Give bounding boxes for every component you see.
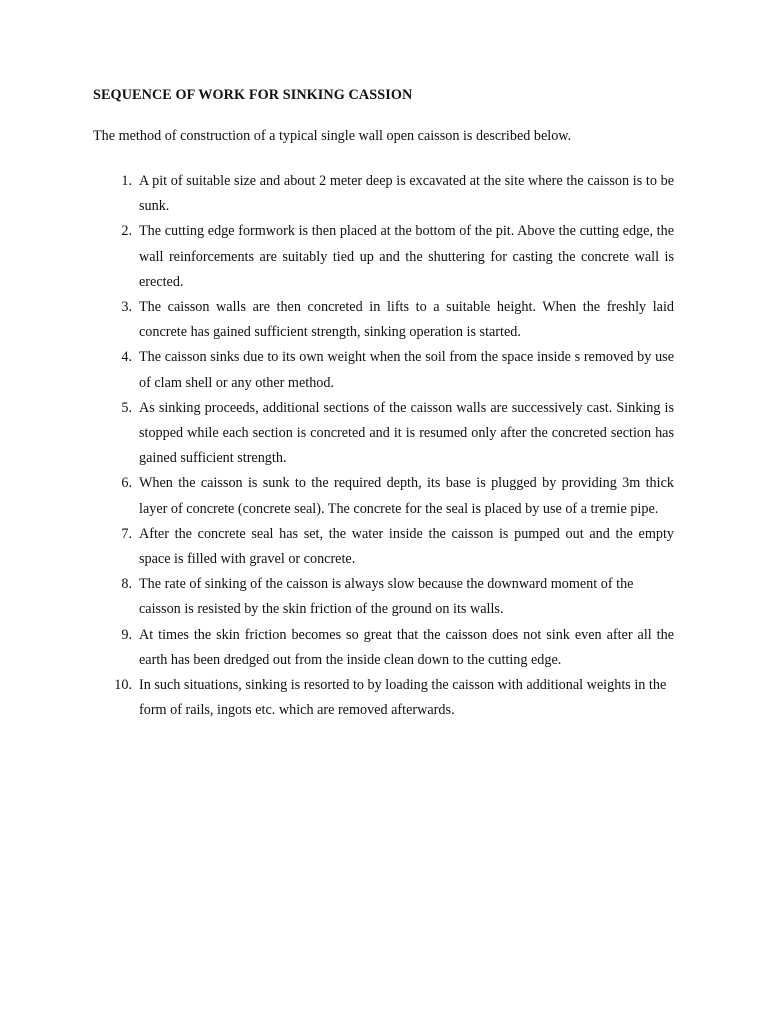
list-item	[0, 345, 768, 395]
step-number: 7.	[121, 525, 132, 542]
step-number: 1.	[121, 173, 132, 189]
list-item	[0, 572, 768, 622]
step-number: 6.	[121, 475, 132, 492]
step-text: The caisson sinks due to its own weight when the soil from the space inside s removed by use of clam shell or any other method.	[139, 349, 674, 391]
step-number: 2.	[121, 223, 132, 240]
document-title: SEQUENCE OF WORK FOR SINKING CASSION	[93, 87, 413, 103]
list-item	[0, 673, 768, 723]
list-item	[0, 623, 768, 673]
step-text: When the caisson is sunk to the required depth, its base is plugged by providing 3m thick layer of concrete (concrete seal). The concrete for the seal is placed by use of a tremie pipe.	[139, 475, 674, 517]
step-number: 4.	[121, 349, 132, 366]
list-item	[0, 169, 768, 219]
intro-paragraph: The method of construction of a typical single wall open caisson is described below.	[93, 128, 572, 144]
step-number: 5.	[121, 399, 132, 416]
step-text: In such situations, sinking is resorted to by loading the caisson with additional weights in the form of rails, ingots etc. which are removed afterwards.	[139, 677, 667, 719]
list-item	[0, 522, 768, 572]
list-item	[0, 471, 768, 521]
steps-list	[0, 169, 768, 723]
step-text: A pit of suitable size and about 2 meter deep is excavated at the site where the caisson is to be sunk.	[139, 173, 674, 215]
step-text: The rate of sinking of the caisson is always slow because the downward moment of the caisson is resisted by the skin friction of the ground on its walls.	[139, 576, 634, 618]
list-item	[0, 396, 768, 472]
step-text: At times the skin friction becomes so great that the caisson does not sink even after all the earth has been dredged out from the inside clean down to the cutting edge.	[139, 626, 674, 668]
step-number: 9.	[121, 626, 132, 643]
step-text: The caisson walls are then concreted in lifts to a suitable height. When the freshly laid concrete has gained sufficient strength, sinking operation is started.	[139, 299, 674, 341]
list-item	[0, 295, 768, 345]
step-text: As sinking proceeds, additional sections of the caisson walls are successively cast. Sinking is stopped while each section is concreted and it is resumed only after the concreted section has gained sufficient strength.	[139, 399, 674, 467]
step-number: 3.	[121, 299, 132, 316]
step-number: 8.	[121, 576, 132, 593]
step-text: The cutting edge formwork is then placed at the bottom of the pit. Above the cutting edge, the wall reinforcements are suitably tied up and the shuttering for casting the concrete wall is erected.	[139, 223, 674, 290]
step-number: 10.	[114, 677, 132, 694]
list-item	[0, 219, 768, 295]
step-text: After the concrete seal has set, the water inside the caisson is pumped out and the empty space is filled with gravel or concrete.	[139, 525, 674, 568]
